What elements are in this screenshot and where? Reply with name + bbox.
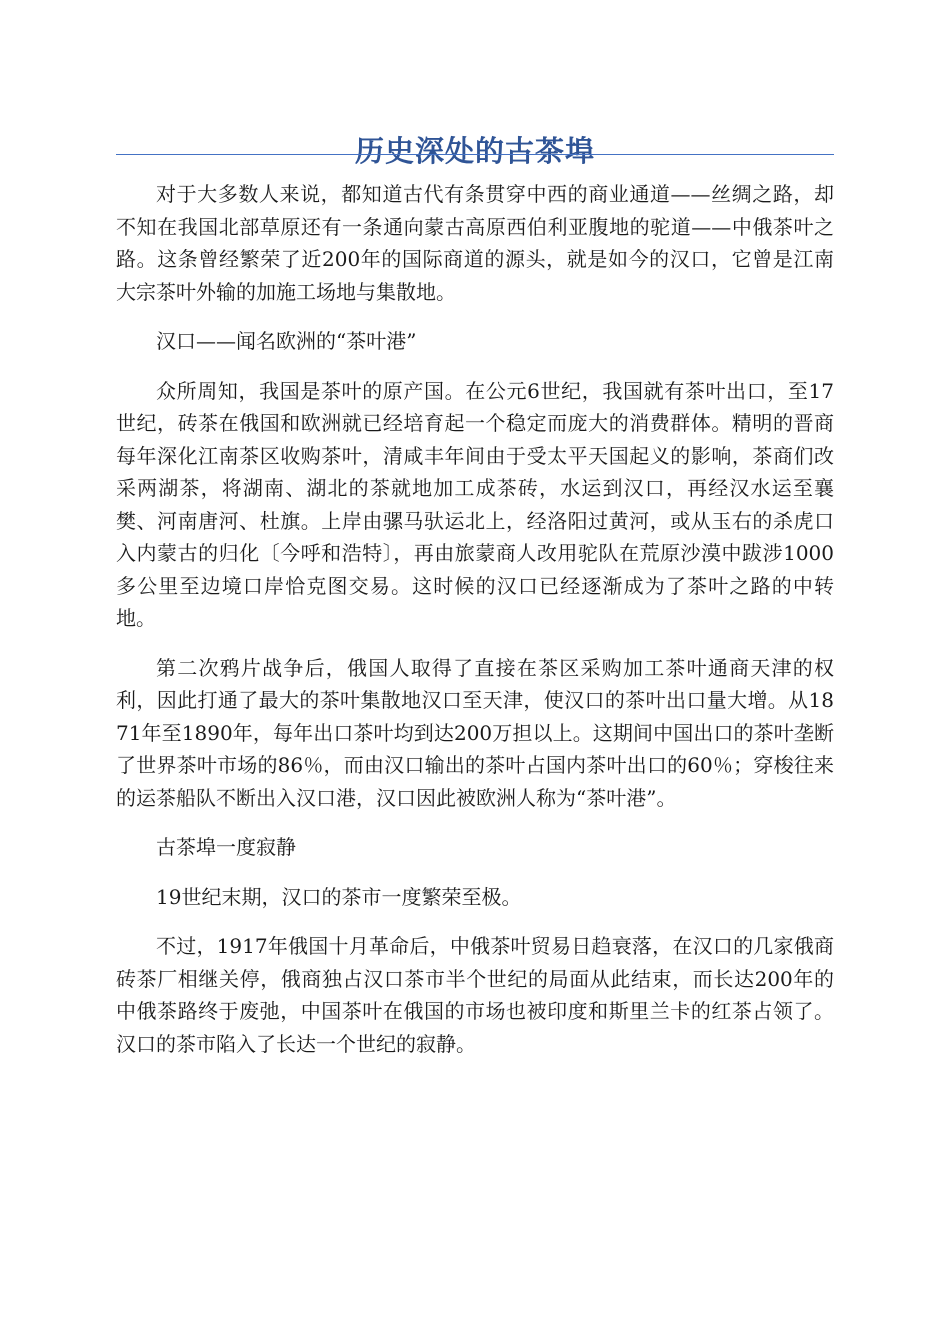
section-heading-tea-port: 汉口——闻名欧洲的“茶叶港” — [156, 329, 417, 353]
document-body — [116, 178, 834, 1077]
paragraph-tea-origin: 众所周知，我国是茶叶的原产国。在公元6世纪，我国就有茶叶出口，至17世纪，砖茶在俄国和欧洲就已经培育起一个稳定而庞大的消费群体。精明的晋商每年深化江南茶区收购茶叶，清咸丰年间由于受太平天国起义的影响，茶商们改采两湖茶，将湖南、湖北的茶就地加工成茶砖，水运到汉口，再经汉水运至襄樊、河南唐河、杜旗。上岸由骡马驮运北上，经洛阳过黄河，或从玉右的杀虎口入内蒙古的归化〔今呼和浩特〕，再由旅蒙商人改用驼队在荒原沙漠中跋涉1000多公里至边境口岸恰克图交易。这时候的汉口已经逐渐成为了茶叶之路的中转地。 — [116, 378, 834, 630]
document-title: 历史深处的古茶埠 — [354, 134, 595, 169]
paragraph-intro: 对于大多数人来说，都知道古代有条贯穿中西的商业通道——丝绸之路，却不知在我国北部草原还有一条通向蒙古高原西伯利亚腹地的驼道——中俄茶叶之路。这条曾经繁荣了近200年的国际商道的源头，就是如今的汉口，它曾是江南大宗茶叶外输的加施工场地与集散地。 — [116, 182, 834, 304]
paragraph-19th-century: 19世纪末期，汉口的茶市一度繁荣至极。 — [156, 884, 522, 909]
paragraph-opium-war: 第二次鸦片战争后，俄国人取得了直接在茶区采购加工茶叶通商天津的权利，因此打通了最大的茶叶集散地汉口至天津，使汉口的茶叶出口量大增。从1871年至1890年，每年出口茶叶均到达200万担以上。这期间中国出口的茶叶垄断了世界茶叶市场的86％，而由汉口输出的茶叶占国内茶叶出口的60％；穿梭往来的运茶船队不断出入汉口港，汉口因此被欧洲人称为“茶叶港”。 — [116, 655, 834, 810]
title-underline — [116, 154, 834, 155]
section-heading-silence: 古茶埠一度寂静 — [156, 835, 296, 859]
paragraph-decline: 不过，1917年俄国十月革命后，中俄茶叶贸易日趋衰落，在汉口的几家俄商砖茶厂相继关停，俄商独占汉口茶市半个世纪的局面从此结束，而长达200年的中俄茶路终于废弛，中国茶叶在俄国的市场也被印度和斯里兰卡的红茶占领了。汉口的茶市陷入了长达一个世纪的寂静。 — [116, 934, 834, 1056]
